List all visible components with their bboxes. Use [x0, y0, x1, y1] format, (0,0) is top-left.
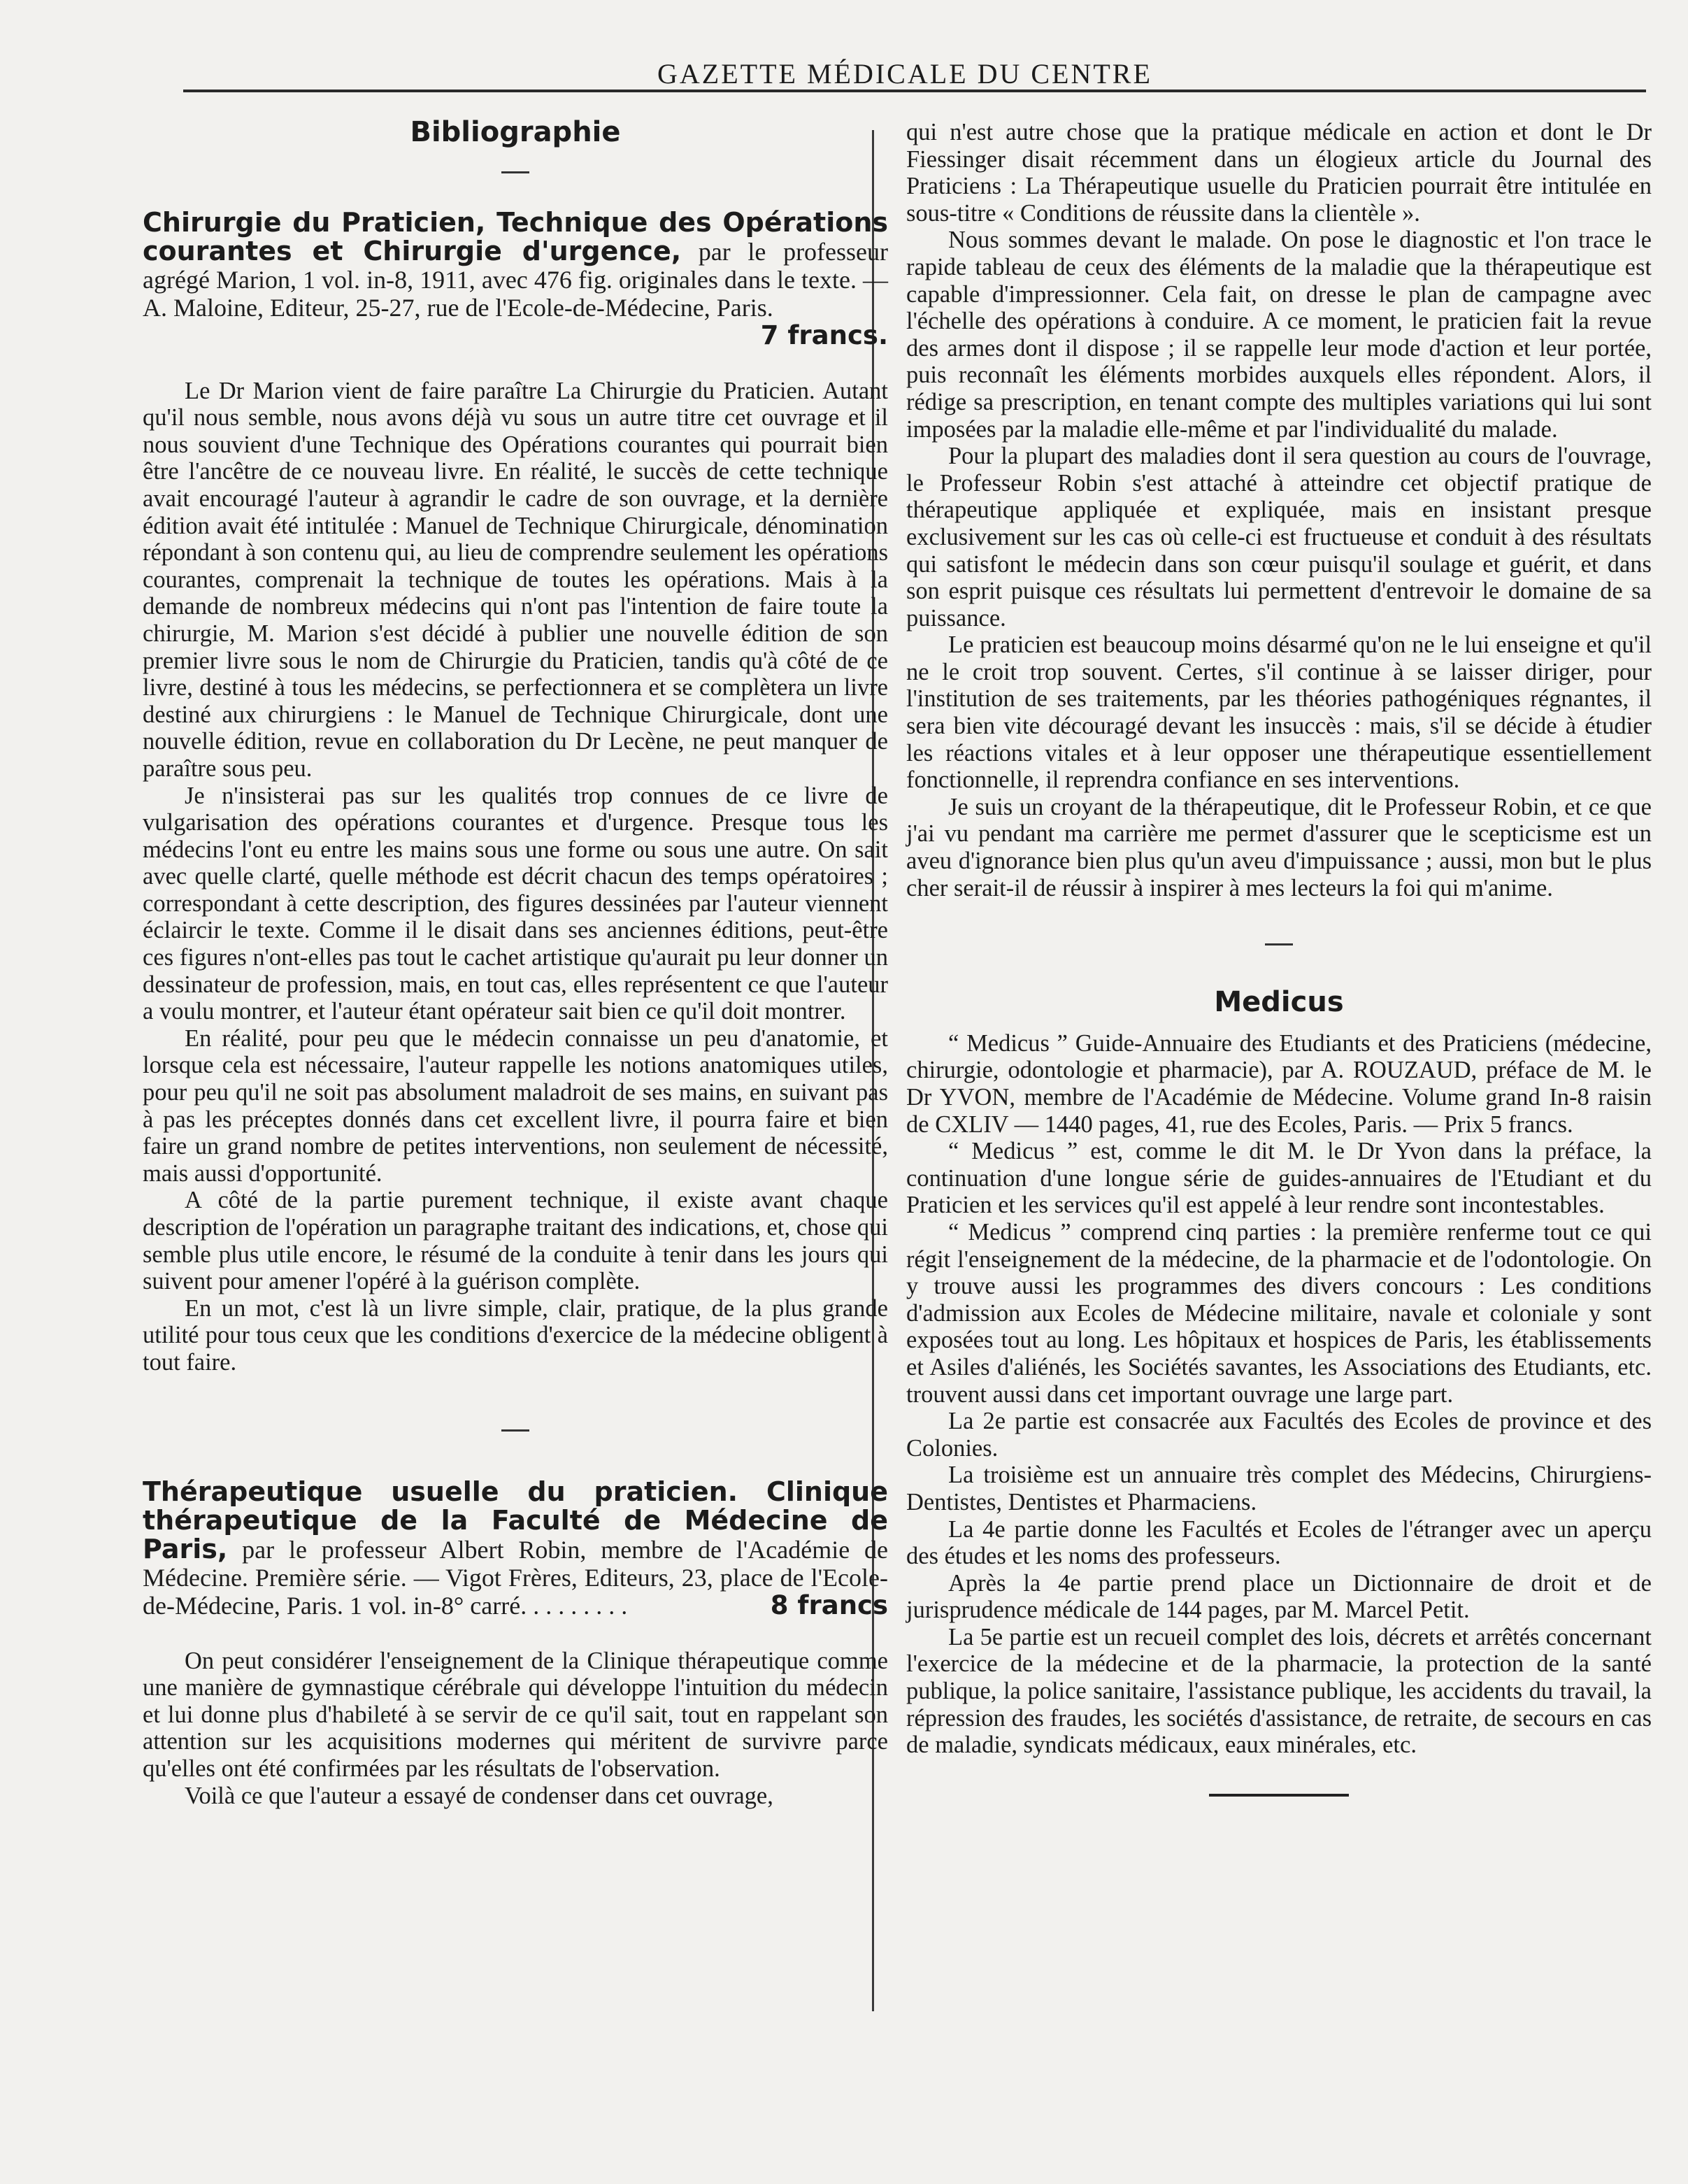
section-heading-medicus: Medicus	[1214, 986, 1344, 1019]
paragraph: La 4e partie donne les Facultés et Ecoles de l'étranger avec un aperçu des études et les noms des professeurs.	[906, 1515, 1652, 1570]
review-entry-therapeutique	[143, 1478, 888, 1620]
entry-details: par le professeur Albert Robin, membre de l'Académie de Médecine. Première série. — Vigot Frères, Editeurs, 23, place de l'Ecole-de-Médecine, Paris. 1 vol. in-8° carré. . . . . . . . .	[143, 1535, 889, 1620]
separator-dash	[501, 1429, 529, 1432]
entry-title: Chirurgie du Praticien, Technique des Opérations courantes et Chirurgie d'urgence,	[143, 206, 888, 266]
paragraph: Le Dr Marion vient de faire paraître La Chirurgie du Praticien. Autant qu'il nous semble, nous avons déjà vu sous un autre titre cet ouvrage et il nous souvient d'une Technique des Opérations courantes qui pourrait bien être l'ancêtre de ce nouveau livre. En réalité, le succès de cette technique avait encouragé l'auteur à agrandir le cadre de son ouvrage, et la dernière édition avait été intitulée : Manuel de Technique Chirurgicale, dénomination répondant à son contenu qui, au lieu de comprendre seulement les opérations courantes, comprenait la technique de toutes les opérations. Mais à la demande de nombreux médecins qui n'ont pas l'intention de faire toute la chirurgie, M. Marion s'est décidé à publier une nouvelle édition de son premier livre sous le nom de Chirurgie du Praticien, tandis qu'à côté de ce livre, destiné à tous les médecins, se perfectionnera et se complètera un livre destiné aux chirurgiens : le Manuel de Technique Chirurgicale, dont une nouvelle édition, revue en collaboration du Dr Lecène, ne peut manquer de paraître sous peu.	[143, 377, 888, 782]
section-heading-bibliographie: Bibliographie	[410, 116, 621, 148]
entry-header	[143, 1478, 888, 1620]
entry-details: par le professeur agrégé Marion, 1 vol. in-8, 1911, avec 476 fig. originales dans le texte. — A. Maloine, Editeur, 25-27, rue de l'Ecole-de-Médecine, Paris.	[143, 237, 889, 322]
entry-price: 7 francs.	[760, 320, 888, 350]
right-column	[906, 119, 1652, 1797]
closing-rule	[1209, 1794, 1349, 1797]
entry-header	[143, 208, 888, 350]
separator-dash	[501, 171, 529, 173]
paragraph: En un mot, c'est là un livre simple, clair, pratique, de la plus grande utilité pour tous ceux que les conditions d'exercice de la médecine obligent à tout faire.	[143, 1294, 888, 1376]
paragraph: La 5e partie est un recueil complet des lois, décrets et arrêtés concernant l'exercice de la médecine et de la pharmacie, la protection de la santé publique, la police sanitaire, l'assistance publique, les accidents du travail, la répression des fraudes, les sociétés d'assistance, de retraite, de secours en cas de maladie, syndicats médicaux, eaux minérales, etc.	[906, 1623, 1652, 1759]
paragraph: Nous sommes devant le malade. On pose le diagnostic et l'on trace le rapide tableau de ceux des éléments de la maladie que la thérapeutique est capable d'impressionner. Cela fait, on dresse le plan de campagne avec l'échelle des opérations à conduire. A ce moment, le praticien fait la revue des armes dont il dispose ; il se rappelle leur mode d'action et leur portée, puis reconnaît les éléments morbides auxquels elles répondent. Alors, il rédige sa prescription, en tenant compte des multiples variations qui lui sont imposées par la maladie elle-même et par l'individualité du malade.	[906, 227, 1652, 443]
paragraph: Je suis un croyant de la thérapeutique, dit le Professeur Robin, et ce que j'ai vu pendant ma carrière me permet d'assurer que le scepticisme est un aveu d'ignorance bien plus qu'un aveu d'impuissance ; aussi, mon but le plus cher serait-il de réussir à inspirer à mes lecteurs la foi qui m'anime.	[906, 793, 1652, 901]
paragraph: A côté de la partie purement technique, il existe avant chaque description de l'opération un paragraphe traitant des indications, et, chose qui semble plus utile encore, le résumé de la conduite à tenir dans les jours qui suivent pour amener l'opéré à la guérison complète.	[143, 1187, 888, 1295]
paragraph-continued: qui n'est autre chose que la pratique médicale en action et dont le Dr Fiessinger disait récemment dans un élogieux article du Journal des Praticiens : La Thérapeutique usuelle du Praticien pourrait être intitulée en sous-titre « Conditions de réussite dans la clientèle ».	[906, 119, 1652, 227]
paragraph: La 2e partie est consacrée aux Facultés des Ecoles de province et des Colonies.	[906, 1408, 1652, 1462]
masthead: GAZETTE MÉDICALE DU CENTRE	[657, 58, 1152, 90]
left-column	[143, 116, 889, 1809]
paragraph: Pour la plupart des maladies dont il sera question au cours de l'ouvrage, le Professeur Robin s'est attaché à atteindre cet objectif pratique de thérapeutique appliquée et expliquée, mais en insistant presque exclusivement sur les cas où celle-ci est fructueuse et conduit à des résultats qui satisfont le médecin dans son cœur puisqu'il soulage et guérit, et dans son esprit puisque ces résultats lui permettent d'entrevoir le domaine de sa puissance.	[906, 443, 1652, 631]
paragraph: “ Medicus ” Guide-Annuaire des Etudiants et des Praticiens (médecine, chirurgie, odontologie et pharmacie), par A. ROUZAUD, préface de M. le Dr YVON, membre de l'Académie de Médecine. Volume grand In-8 raisin de CXLIV — 1440 pages, 41, rue des Ecoles, Paris. — Prix 5 francs.	[906, 1029, 1652, 1138]
paragraph: La troisième est un annuaire très complet des Médecins, Chirurgiens-Dentistes, Dentistes et Pharmaciens.	[906, 1462, 1652, 1515]
paragraph: “ Medicus ” est, comme le dit M. le Dr Yvon dans la préface, la continuation d'une longue série de guides-annuaires de l'Etudiant et du Praticien et les services qu'il est appelé à leur rendre sont incontestables.	[906, 1138, 1652, 1219]
entry-title: Thérapeutique usuelle du praticien. Clinique thérapeutique de la Faculté de Médecine de Paris,	[143, 1476, 888, 1564]
paragraph: En réalité, pour peu que le médecin connaisse un peu d'anatomie, et lorsque cela est nécessaire, l'auteur rappelle les notions anatomiques utiles, pour peu qu'il ne soit pas absolument maladroit de ses mains, en suivant pas à pas les préceptes donnés dans cet excellent livre, il pourra faire et bien faire un grand nombre de petites interventions, non seulement de nécessité, mais aussi d'opportunité.	[143, 1025, 888, 1187]
separator-dash	[1265, 943, 1293, 945]
review-entry-chirurgie	[143, 208, 888, 350]
paragraph: Après la 4e partie prend place un Dictionnaire de droit et de jurisprudence médicale de 144 pages, par M. Marcel Petit.	[906, 1569, 1652, 1624]
paragraph: On peut considérer l'enseignement de la Clinique thérapeutique comme une manière de gymnastique cérébrale qui développe l'intuition du médecin et lui donne plus d'habileté à se servir de ce qu'il sait, tout en rappelant son attention sur les acquisitions modernes qui méritent de survivre parce qu'elles ont été confirmées par les résultats de l'observation.	[143, 1647, 888, 1782]
paragraph: Voilà ce que l'auteur a essayé de condenser dans cet ouvrage,	[185, 1782, 773, 1809]
paragraph: Le praticien est beaucoup moins désarmé qu'on ne le lui enseigne et qu'il ne le croit trop souvent. Certes, s'il continue à se laisser diriger, pour l'institution de ses traitements, par les théories pathogéniques régnantes, il sera bien vite découragé devant les insuccès : mais, s'il se décide à étudier les réactions vitales et à leur opposer une thérapeutique essentiellement fonctionnelle, il reprendra confiance en ses interventions.	[906, 631, 1652, 794]
header-rule	[183, 90, 1646, 92]
entry-price: 8 francs	[770, 1590, 888, 1620]
paragraph: “ Medicus ” comprend cinq parties : la première renferme tout ce qui régit l'enseignement de la médecine, de la pharmacie et de l'odontologie. On y trouve aussi les programmes des divers concours : Les conditions d'admission aux Ecoles de Médecine militaire, navale et coloniale y sont exposées tout au long. Les hôpitaux et hospices de Paris, les établissements et Asiles d'aliénés, les Sociétés savantes, les Associations des Etudiants, etc. trouvent aussi dans cet important ouvrage une large part.	[906, 1218, 1652, 1408]
paragraph: Je n'insisterai pas sur les qualités trop connues de ce livre de vulgarisation des opérations courantes et d'urgence. Presque tous les médecins l'ont eu entre les mains sous une forme ou sous une autre. On sait avec quelle clarté, quelle méthode est décrit chacun des temps opératoires ; correspondant à cette description, des figures dessinées par l'auteur viennent éclaircir le texte. Comme il le disait dans ses anciennes éditions, peut-être ces figures n'ont-elles pas tout le cachet artistique qu'aurait pu leur donner un dessinateur de profession, mais, en tout cas, elles représentent ce que l'auteur a voulu montrer, et l'auteur étant opérateur sait bien ce qu'il doit montrer.	[143, 782, 888, 1025]
